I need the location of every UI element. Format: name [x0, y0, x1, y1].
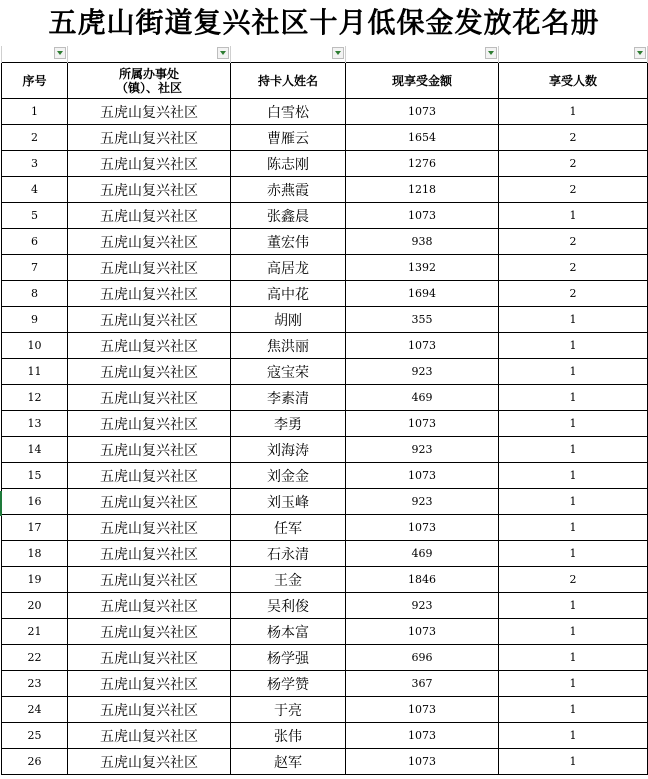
table-row — [2, 411, 648, 437]
row-name-cell[interactable]: 吴利俊 — [231, 593, 346, 619]
row-community-cell[interactable]: 五虎山复兴社区 — [68, 463, 231, 489]
row-seq-cell[interactable]: 18 — [2, 541, 68, 567]
table-row — [2, 151, 648, 177]
row-seq-cell[interactable]: 11 — [2, 359, 68, 385]
row-seq-cell[interactable]: 23 — [2, 671, 68, 697]
row-amount-cell[interactable]: 1073 — [346, 333, 499, 359]
row-community-cell[interactable]: 五虎山复兴社区 — [68, 359, 231, 385]
row-count-cell[interactable]: 2 — [499, 125, 648, 151]
row-amount-cell[interactable]: 1694 — [346, 281, 499, 307]
row-seq-cell[interactable]: 1 — [2, 99, 68, 125]
row-amount-cell[interactable]: 923 — [346, 359, 499, 385]
row-seq-cell[interactable]: 12 — [2, 385, 68, 411]
table-row — [2, 307, 648, 333]
row-name-cell[interactable]: 曹雁云 — [231, 125, 346, 151]
row-community-cell[interactable]: 五虎山复兴社区 — [68, 333, 231, 359]
row-amount-cell[interactable]: 469 — [346, 385, 499, 411]
row-count-cell[interactable]: 1 — [499, 307, 648, 333]
row-community-cell[interactable]: 五虎山复兴社区 — [68, 99, 231, 125]
row-name-cell[interactable]: 刘海涛 — [231, 437, 346, 463]
row-community-cell[interactable]: 五虎山复兴社区 — [68, 385, 231, 411]
row-amount-cell[interactable]: 1073 — [346, 463, 499, 489]
table-row — [2, 515, 648, 541]
row-seq-cell[interactable]: 22 — [2, 645, 68, 671]
row-seq-cell[interactable]: 21 — [2, 619, 68, 645]
row-name-cell[interactable]: 张鑫晨 — [231, 203, 346, 229]
row-amount-cell[interactable]: 1218 — [346, 177, 499, 203]
row-community-cell[interactable]: 五虎山复兴社区 — [68, 151, 231, 177]
row-name-cell[interactable]: 杨学强 — [231, 645, 346, 671]
row-seq-cell[interactable]: 26 — [2, 749, 68, 775]
row-community-cell[interactable]: 五虎山复兴社区 — [68, 541, 231, 567]
row-name-cell[interactable]: 胡刚 — [231, 307, 346, 333]
table-row — [2, 697, 648, 723]
header-office-line2: （镇）、社区 — [115, 80, 182, 95]
row-count-cell[interactable]: 1 — [499, 749, 648, 775]
row-count-cell[interactable]: 1 — [499, 359, 648, 385]
filter-cell-amount — [346, 46, 499, 63]
row-seq-cell[interactable]: 8 — [2, 281, 68, 307]
row-seq-cell[interactable]: 3 — [2, 151, 68, 177]
row-amount-cell[interactable]: 923 — [346, 489, 499, 515]
row-amount-cell[interactable]: 355 — [346, 307, 499, 333]
header-row — [2, 63, 648, 99]
row-community-cell[interactable]: 五虎山复兴社区 — [68, 645, 231, 671]
row-name-cell[interactable]: 赤燕霞 — [231, 177, 346, 203]
row-name-cell[interactable]: 董宏伟 — [231, 229, 346, 255]
filter-dropdown-icon[interactable] — [332, 47, 344, 59]
row-count-cell[interactable]: 1 — [499, 697, 648, 723]
row-name-cell[interactable]: 张伟 — [231, 723, 346, 749]
row-community-cell[interactable]: 五虎山复兴社区 — [68, 307, 231, 333]
row-name-cell[interactable]: 李素清 — [231, 385, 346, 411]
row-community-cell[interactable]: 五虎山复兴社区 — [68, 697, 231, 723]
row-amount-cell[interactable]: 1073 — [346, 203, 499, 229]
table-row — [2, 203, 648, 229]
row-community-cell[interactable]: 五虎山复兴社区 — [68, 177, 231, 203]
row-count-cell[interactable]: 1 — [499, 463, 648, 489]
table-row — [2, 359, 648, 385]
row-amount-cell[interactable]: 1392 — [346, 255, 499, 281]
row-community-cell[interactable]: 五虎山复兴社区 — [68, 749, 231, 775]
row-seq-cell[interactable]: 2 — [2, 125, 68, 151]
header-office[interactable] — [68, 63, 231, 99]
row-name-cell[interactable]: 刘金金 — [231, 463, 346, 489]
roster-table — [1, 46, 648, 775]
row-name-cell[interactable]: 赵军 — [231, 749, 346, 775]
row-count-cell[interactable]: 1 — [499, 645, 648, 671]
row-seq-cell[interactable]: 13 — [2, 411, 68, 437]
row-community-cell[interactable]: 五虎山复兴社区 — [68, 567, 231, 593]
table-row — [2, 645, 648, 671]
row-count-cell[interactable]: 1 — [499, 203, 648, 229]
row-amount-cell[interactable]: 1073 — [346, 99, 499, 125]
row-count-cell[interactable]: 2 — [499, 255, 648, 281]
row-count-cell[interactable]: 1 — [499, 671, 648, 697]
row-seq-cell[interactable]: 14 — [2, 437, 68, 463]
row-count-cell[interactable]: 1 — [499, 385, 648, 411]
row-count-cell[interactable]: 1 — [499, 541, 648, 567]
row-amount-cell[interactable]: 696 — [346, 645, 499, 671]
table-body — [2, 99, 648, 775]
row-amount-cell[interactable]: 1073 — [346, 515, 499, 541]
row-seq-cell[interactable]: 7 — [2, 255, 68, 281]
row-community-cell[interactable]: 五虎山复兴社区 — [68, 593, 231, 619]
table-row — [2, 177, 648, 203]
row-count-cell[interactable]: 1 — [499, 411, 648, 437]
table-row — [2, 619, 648, 645]
row-count-cell[interactable]: 2 — [499, 229, 648, 255]
row-amount-cell[interactable]: 1073 — [346, 619, 499, 645]
row-count-cell[interactable]: 1 — [499, 99, 648, 125]
filter-dropdown-icon[interactable] — [485, 47, 497, 59]
header-office-line1: 所属办事处 — [118, 66, 179, 81]
row-name-cell[interactable]: 石永清 — [231, 541, 346, 567]
filter-cell-seq — [2, 46, 68, 63]
row-community-cell[interactable]: 五虎山复兴社区 — [68, 489, 231, 515]
filter-dropdown-icon[interactable] — [217, 47, 229, 59]
filter-cell-count — [499, 46, 648, 63]
table-row — [2, 437, 648, 463]
row-community-cell[interactable]: 五虎山复兴社区 — [68, 281, 231, 307]
table-row — [2, 567, 648, 593]
row-community-cell[interactable]: 五虎山复兴社区 — [68, 229, 231, 255]
row-amount-cell[interactable]: 1846 — [346, 567, 499, 593]
row-count-cell[interactable]: 2 — [499, 281, 648, 307]
row-name-cell[interactable]: 刘玉峰 — [231, 489, 346, 515]
row-count-cell[interactable]: 1 — [499, 593, 648, 619]
row-name-cell[interactable]: 李勇 — [231, 411, 346, 437]
row-seq-cell[interactable]: 6 — [2, 229, 68, 255]
cell-selection-indicator — [0, 491, 2, 516]
filter-row — [2, 46, 648, 63]
table-row — [2, 333, 648, 359]
row-amount-cell[interactable]: 1073 — [346, 749, 499, 775]
header-count[interactable]: 享受人数 — [499, 63, 648, 99]
row-community-cell[interactable]: 五虎山复兴社区 — [68, 515, 231, 541]
row-amount-cell[interactable]: 1276 — [346, 151, 499, 177]
table-row — [2, 229, 648, 255]
row-name-cell[interactable]: 于亮 — [231, 697, 346, 723]
row-name-cell[interactable]: 高中花 — [231, 281, 346, 307]
row-seq-cell[interactable]: 19 — [2, 567, 68, 593]
row-community-cell[interactable]: 五虎山复兴社区 — [68, 125, 231, 151]
table-row — [2, 281, 648, 307]
row-name-cell[interactable]: 高居龙 — [231, 255, 346, 281]
row-amount-cell[interactable]: 938 — [346, 229, 499, 255]
row-community-cell[interactable]: 五虎山复兴社区 — [68, 255, 231, 281]
row-seq-cell[interactable]: 5 — [2, 203, 68, 229]
row-seq-cell[interactable]: 24 — [2, 697, 68, 723]
table-row — [2, 541, 648, 567]
row-seq-cell[interactable]: 9 — [2, 307, 68, 333]
row-seq-cell[interactable]: 16 — [2, 489, 68, 515]
row-seq-cell[interactable]: 4 — [2, 177, 68, 203]
row-name-cell[interactable]: 任军 — [231, 515, 346, 541]
row-name-cell[interactable]: 寇宝荣 — [231, 359, 346, 385]
row-name-cell[interactable]: 杨本富 — [231, 619, 346, 645]
row-community-cell[interactable]: 五虎山复兴社区 — [68, 619, 231, 645]
table-row — [2, 593, 648, 619]
filter-cell-name — [231, 46, 346, 63]
header-seq[interactable]: 序号 — [2, 63, 68, 99]
row-amount-cell[interactable]: 923 — [346, 593, 499, 619]
row-count-cell[interactable]: 1 — [499, 515, 648, 541]
row-community-cell[interactable]: 五虎山复兴社区 — [68, 671, 231, 697]
row-community-cell[interactable]: 五虎山复兴社区 — [68, 437, 231, 463]
table-row — [2, 99, 648, 125]
filter-dropdown-icon[interactable] — [54, 47, 66, 59]
row-count-cell[interactable]: 1 — [499, 489, 648, 515]
row-amount-cell[interactable]: 1073 — [346, 697, 499, 723]
row-count-cell[interactable]: 2 — [499, 177, 648, 203]
row-seq-cell[interactable]: 10 — [2, 333, 68, 359]
row-amount-cell[interactable]: 1073 — [346, 411, 499, 437]
row-amount-cell[interactable]: 367 — [346, 671, 499, 697]
table-row — [2, 489, 648, 515]
filter-dropdown-icon[interactable] — [634, 47, 646, 59]
header-amount[interactable]: 现享受金额 — [346, 63, 499, 99]
filter-cell-office — [68, 46, 231, 63]
row-seq-cell[interactable]: 17 — [2, 515, 68, 541]
row-seq-cell[interactable]: 20 — [2, 593, 68, 619]
row-count-cell[interactable]: 1 — [499, 723, 648, 749]
table-row — [2, 723, 648, 749]
row-name-cell[interactable]: 陈志刚 — [231, 151, 346, 177]
table-row — [2, 385, 648, 411]
row-count-cell[interactable]: 2 — [499, 567, 648, 593]
row-seq-cell[interactable]: 25 — [2, 723, 68, 749]
sheet-title: 五虎山街道复兴社区十月低保金发放花名册 — [48, 6, 600, 39]
row-name-cell[interactable]: 杨学赞 — [231, 671, 346, 697]
table-row — [2, 671, 648, 697]
table-row — [2, 749, 648, 775]
row-count-cell[interactable]: 1 — [499, 437, 648, 463]
row-amount-cell[interactable]: 1654 — [346, 125, 499, 151]
row-count-cell[interactable]: 1 — [499, 619, 648, 645]
row-amount-cell[interactable]: 469 — [346, 541, 499, 567]
row-community-cell[interactable]: 五虎山复兴社区 — [68, 203, 231, 229]
row-name-cell[interactable]: 白雪松 — [231, 99, 346, 125]
row-count-cell[interactable]: 1 — [499, 333, 648, 359]
table-row — [2, 255, 648, 281]
row-name-cell[interactable]: 焦洪丽 — [231, 333, 346, 359]
table-row — [2, 125, 648, 151]
row-amount-cell[interactable]: 923 — [346, 437, 499, 463]
row-amount-cell[interactable]: 1073 — [346, 723, 499, 749]
header-name[interactable]: 持卡人姓名 — [231, 63, 346, 99]
row-count-cell[interactable]: 2 — [499, 151, 648, 177]
row-community-cell[interactable]: 五虎山复兴社区 — [68, 411, 231, 437]
row-community-cell[interactable]: 五虎山复兴社区 — [68, 723, 231, 749]
row-name-cell[interactable]: 王金 — [231, 567, 346, 593]
row-seq-cell[interactable]: 15 — [2, 463, 68, 489]
table-row — [2, 463, 648, 489]
